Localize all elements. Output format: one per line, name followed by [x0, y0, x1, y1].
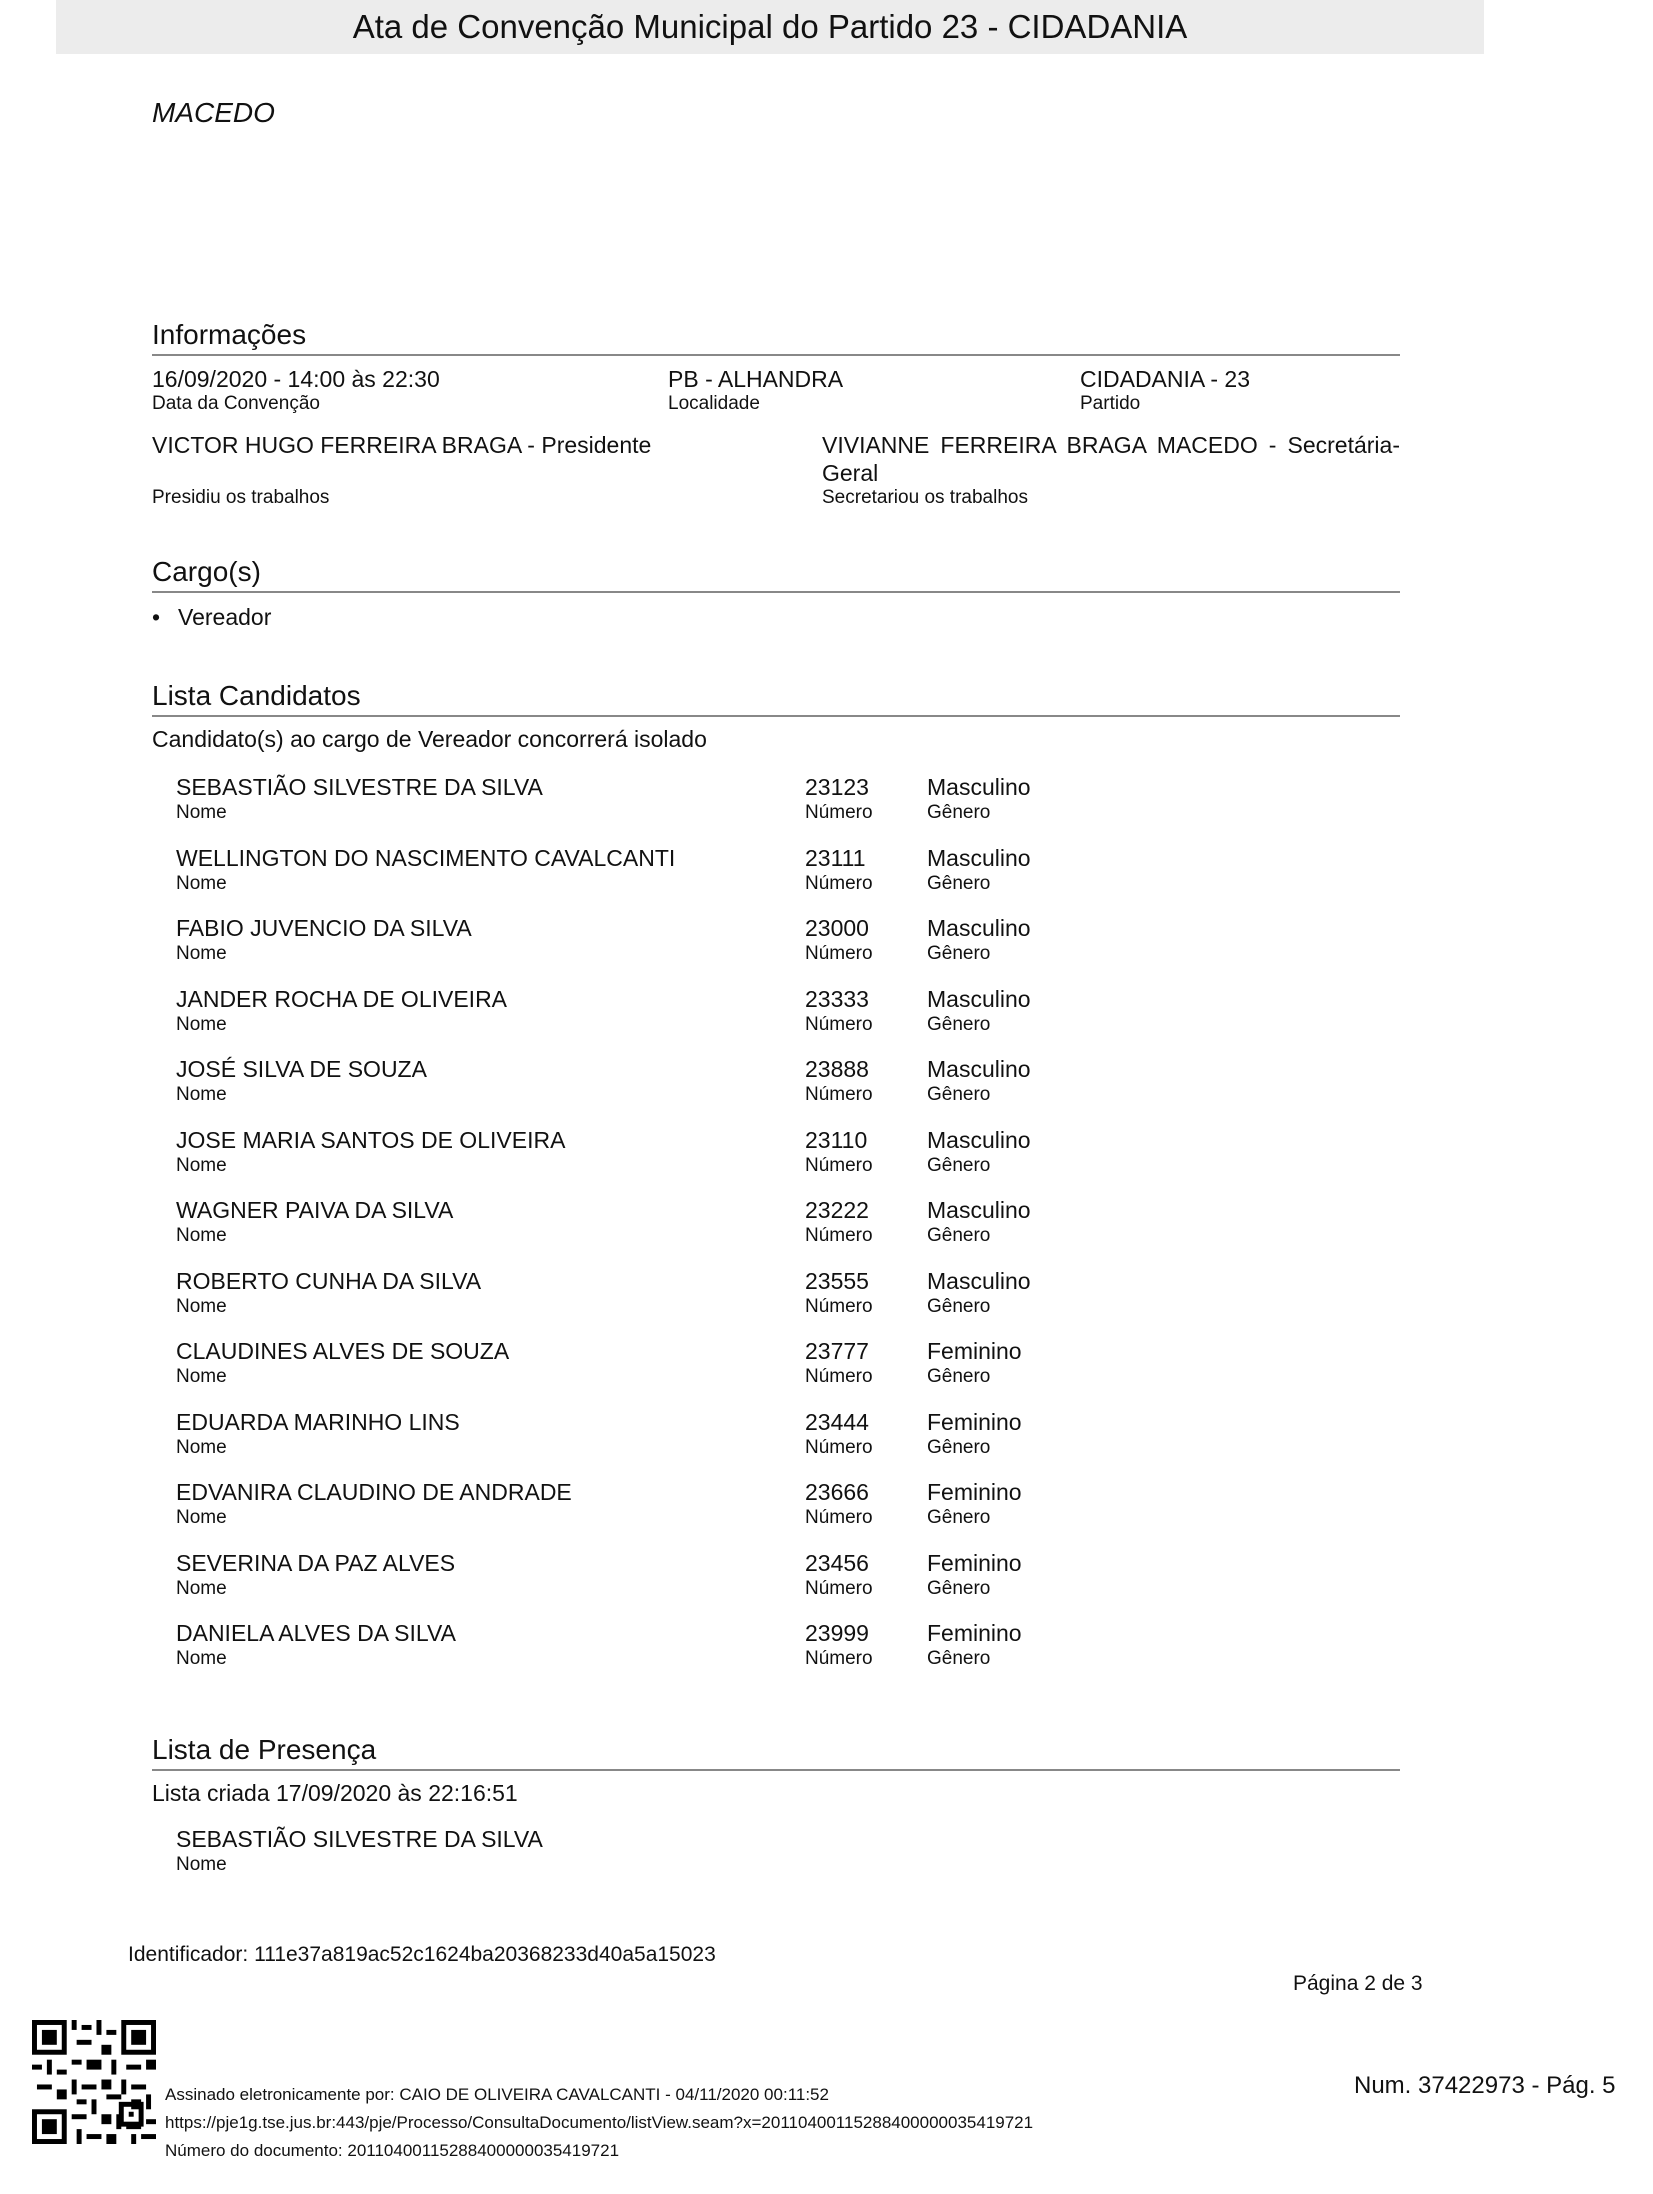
candidate-gender: Masculino	[927, 774, 1031, 800]
candidate-number: 23777	[805, 1338, 869, 1364]
candidate-gender: Masculino	[927, 915, 1031, 941]
candidate-row	[176, 1056, 1276, 1116]
candidate-number-label: Número	[805, 1578, 873, 1599]
candidate-gender: Feminino	[927, 1550, 1022, 1576]
candidate-name-label: Nome	[176, 1296, 227, 1317]
candidate-gender-label: Gênero	[927, 1225, 991, 1246]
candidate-gender-label: Gênero	[927, 1084, 991, 1105]
candidate-name: CLAUDINES ALVES DE SOUZA	[176, 1338, 510, 1364]
candidate-number: 23666	[805, 1479, 869, 1505]
candidate-row	[176, 1550, 1276, 1610]
qr-code-icon	[32, 2020, 156, 2144]
candidate-row	[176, 1409, 1276, 1469]
candidate-gender: Feminino	[927, 1479, 1022, 1505]
candidate-name-label: Nome	[176, 1225, 227, 1246]
candidate-number-label: Número	[805, 1296, 873, 1317]
num-pag: Num. 37422973 - Pág. 5	[1354, 2072, 1616, 2099]
candidate-number: 23888	[805, 1056, 869, 1082]
candidate-name-label: Nome	[176, 1648, 227, 1669]
city-name: MACEDO	[152, 97, 275, 128]
candidate-gender: Masculino	[927, 986, 1031, 1012]
candidate-number-label: Número	[805, 1225, 873, 1246]
candidate-number: 23111	[805, 845, 866, 871]
candidate-gender-label: Gênero	[927, 943, 991, 964]
candidate-number: 23456	[805, 1550, 869, 1576]
section-title-cargos: Cargo(s)	[152, 555, 1400, 593]
candidate-row	[176, 986, 1276, 1046]
date-label: Data da Convenção	[152, 393, 320, 414]
candidate-gender: Feminino	[927, 1338, 1022, 1364]
candidate-number-label: Número	[805, 1014, 873, 1035]
candidate-gender-label: Gênero	[927, 1014, 991, 1035]
candidate-name-label: Nome	[176, 1084, 227, 1105]
candidate-name: EDVANIRA CLAUDINO DE ANDRADE	[176, 1479, 572, 1505]
candidate-row	[176, 845, 1276, 905]
candidatos-subtitle: Candidato(s) ao cargo de Vereador concorrerá isolado	[152, 726, 707, 752]
candidate-name-label: Nome	[176, 802, 227, 823]
president-value: VICTOR HUGO FERREIRA BRAGA - Presidente	[152, 432, 652, 458]
candidate-number-label: Número	[805, 802, 873, 823]
party-value: CIDADANIA - 23	[1080, 366, 1250, 392]
candidate-row	[176, 774, 1276, 834]
candidate-row	[176, 1268, 1276, 1328]
candidate-name: SEBASTIÃO SILVESTRE DA SILVA	[176, 774, 543, 800]
candidate-name-label: Nome	[176, 1014, 227, 1035]
candidate-number-label: Número	[805, 943, 873, 964]
document-header	[56, 0, 1484, 54]
candidate-number: 23555	[805, 1268, 869, 1294]
candidate-gender: Feminino	[927, 1620, 1022, 1646]
document-number: Número do documento: 20110400115288400000035419721	[165, 2141, 620, 2160]
presenca-row	[176, 1826, 1276, 1886]
candidate-name-label: Nome	[176, 873, 227, 894]
candidate-number-label: Número	[805, 1366, 873, 1387]
candidate-gender-label: Gênero	[927, 1155, 991, 1176]
candidate-number-label: Número	[805, 1507, 873, 1528]
candidate-gender-label: Gênero	[927, 1648, 991, 1669]
candidate-name: EDUARDA MARINHO LINS	[176, 1409, 460, 1435]
president-label: Presidiu os trabalhos	[152, 487, 330, 508]
candidate-name-label: Nome	[176, 1507, 227, 1528]
presenca-name: SEBASTIÃO SILVESTRE DA SILVA	[176, 1826, 543, 1852]
candidate-name: WELLINGTON DO NASCIMENTO CAVALCANTI	[176, 845, 676, 871]
candidate-row	[176, 1338, 1276, 1398]
date-value: 16/09/2020 - 14:00 às 22:30	[152, 366, 440, 392]
candidate-name: WAGNER PAIVA DA SILVA	[176, 1197, 454, 1223]
secretary-value: VIVIANNE FERREIRA BRAGA MACEDO - Secretária-Geral	[822, 432, 1400, 486]
candidate-gender-label: Gênero	[927, 1578, 991, 1599]
page-indicator: Página 2 de 3	[1293, 1972, 1423, 1995]
candidate-number: 23000	[805, 915, 869, 941]
party-label: Partido	[1080, 393, 1141, 414]
candidate-name-label: Nome	[176, 1366, 227, 1387]
candidate-row	[176, 1127, 1276, 1187]
candidate-gender: Feminino	[927, 1409, 1022, 1435]
signed-by: Assinado eletronicamente por: CAIO DE OLIVEIRA CAVALCANTI - 04/11/2020 00:11:52	[165, 2085, 829, 2104]
document-title: Ata de Convenção Municipal do Partido 23 - CIDADANIA	[352, 8, 1188, 45]
candidate-row	[176, 1620, 1276, 1680]
candidate-gender-label: Gênero	[927, 1507, 991, 1528]
section-title-candidatos: Lista Candidatos	[152, 679, 1400, 717]
candidate-gender: Masculino	[927, 1056, 1031, 1082]
candidate-gender-label: Gênero	[927, 802, 991, 823]
candidate-name-label: Nome	[176, 1437, 227, 1458]
candidate-number-label: Número	[805, 873, 873, 894]
candidate-name-label: Nome	[176, 1578, 227, 1599]
locality-label: Localidade	[668, 393, 760, 414]
candidate-name: JANDER ROCHA DE OLIVEIRA	[176, 986, 508, 1012]
candidate-number: 23333	[805, 986, 869, 1012]
candidate-number: 23110	[805, 1127, 868, 1153]
candidate-number: 23222	[805, 1197, 869, 1223]
candidate-row	[176, 915, 1276, 975]
candidate-number: 23444	[805, 1409, 869, 1435]
candidate-number-label: Número	[805, 1437, 873, 1458]
candidate-gender-label: Gênero	[927, 1437, 991, 1458]
secretary-label: Secretariou os trabalhos	[822, 487, 1028, 508]
candidate-number-label: Número	[805, 1155, 873, 1176]
candidate-name-label: Nome	[176, 943, 227, 964]
candidate-number-label: Número	[805, 1084, 873, 1105]
candidate-name: FABIO JUVENCIO DA SILVA	[176, 915, 472, 941]
candidate-gender: Masculino	[927, 1127, 1031, 1153]
candidate-number-label: Número	[805, 1648, 873, 1669]
candidate-gender: Masculino	[927, 845, 1031, 871]
candidate-number: 23999	[805, 1620, 869, 1646]
candidate-gender-label: Gênero	[927, 873, 991, 894]
candidate-gender: Masculino	[927, 1268, 1031, 1294]
candidate-gender-label: Gênero	[927, 1296, 991, 1317]
candidate-row	[176, 1479, 1276, 1539]
candidate-name: JOSE MARIA SANTOS DE OLIVEIRA	[176, 1127, 566, 1153]
candidate-number: 23123	[805, 774, 869, 800]
cargo-item: • Vereador	[152, 604, 271, 631]
section-title-presenca: Lista de Presença	[152, 1733, 1400, 1771]
candidate-name: JOSÉ SILVA DE SOUZA	[176, 1056, 427, 1082]
candidate-name: DANIELA ALVES DA SILVA	[176, 1620, 456, 1646]
candidate-gender-label: Gênero	[927, 1366, 991, 1387]
locality-value: PB - ALHANDRA	[668, 366, 844, 392]
document-url[interactable]: https://pje1g.tse.jus.br:443/pje/Processo/ConsultaDocumento/listView.seam?x=20110400115288400000035419721	[165, 2113, 1034, 2132]
candidate-row	[176, 1197, 1276, 1257]
document-identifier: Identificador: 111e37a819ac52c1624ba20368233d40a5a15023	[128, 1943, 716, 1966]
section-title-informacoes: Informações	[152, 318, 1400, 356]
candidate-name: ROBERTO CUNHA DA SILVA	[176, 1268, 482, 1294]
candidate-gender: Masculino	[927, 1197, 1031, 1223]
candidate-name: SEVERINA DA PAZ ALVES	[176, 1550, 456, 1576]
presenca-created: Lista criada 17/09/2020 às 22:16:51	[152, 1780, 518, 1806]
presenca-name-label: Nome	[176, 1854, 227, 1875]
candidate-name-label: Nome	[176, 1155, 227, 1176]
